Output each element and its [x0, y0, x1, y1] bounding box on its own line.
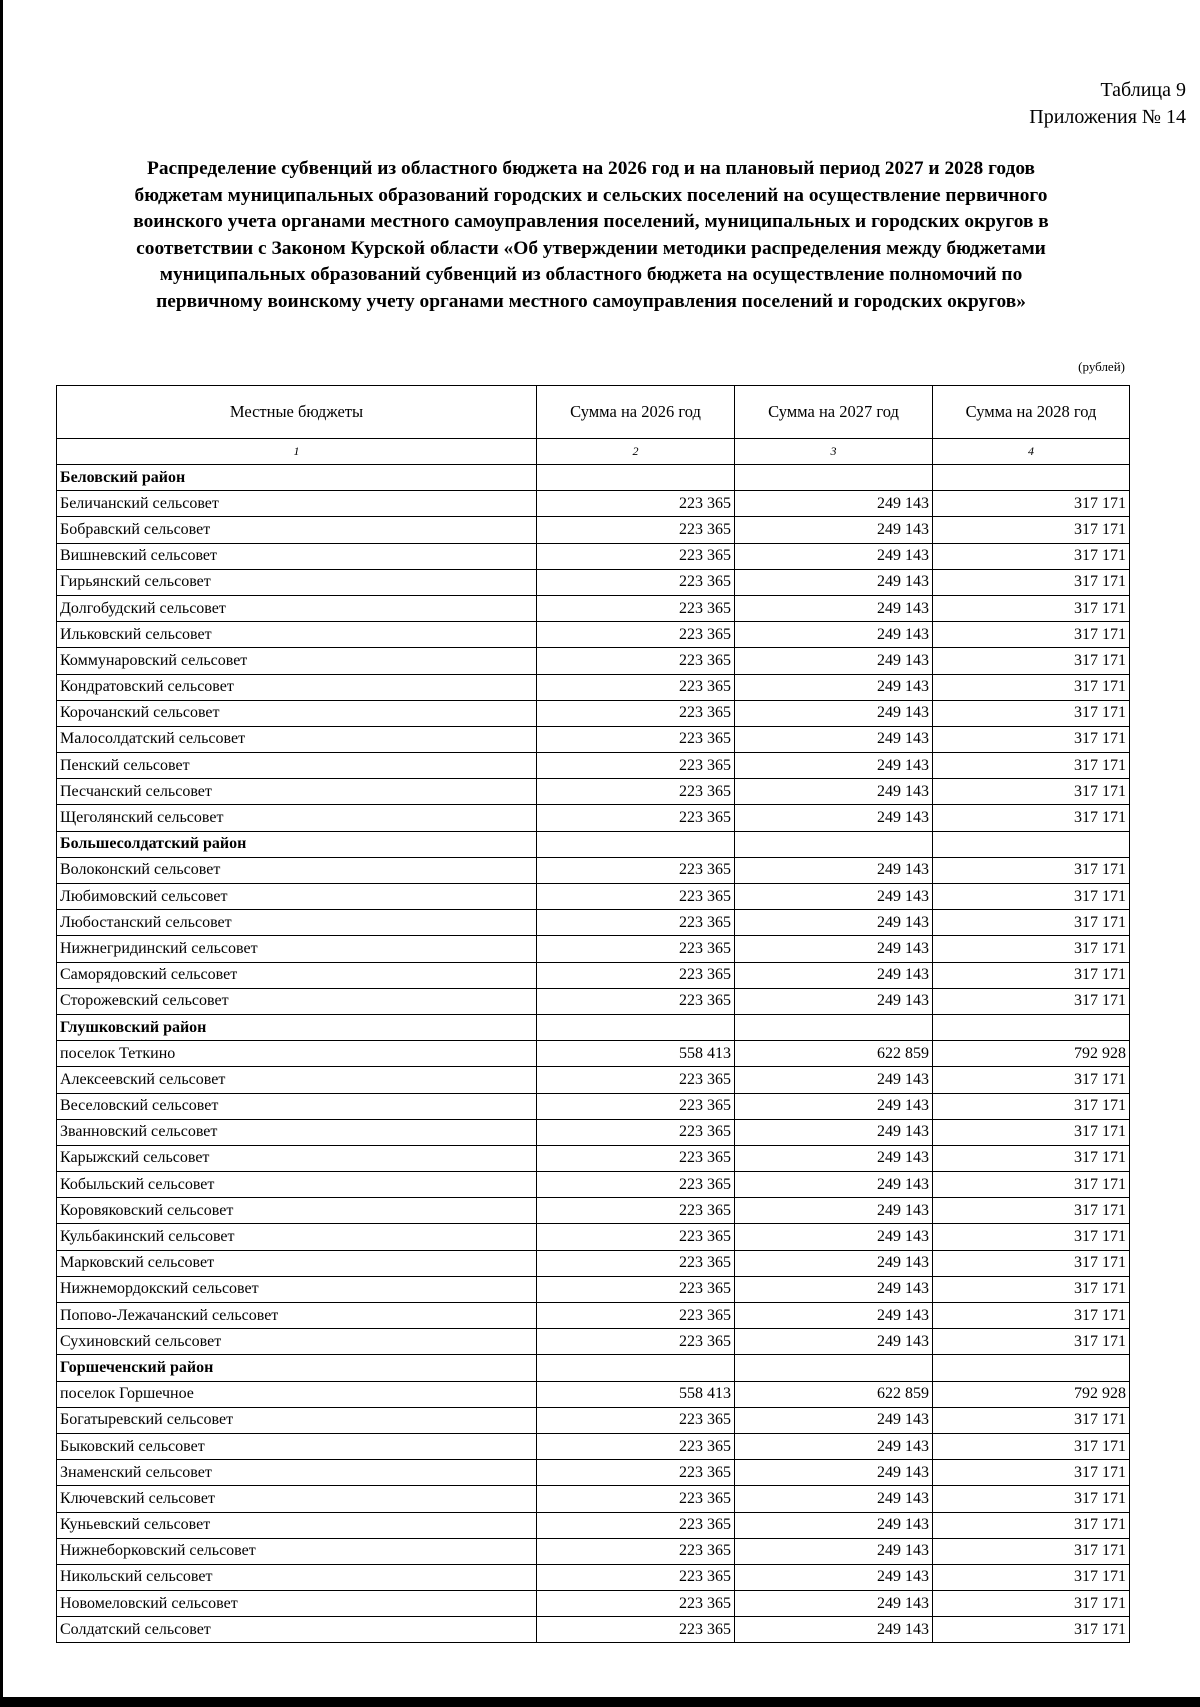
budget-name-cell: Волоконский сельсовет: [57, 857, 537, 883]
amount-2028-cell: [933, 1014, 1130, 1040]
amount-2028-cell: 317 171: [933, 517, 1130, 543]
table-row: [57, 569, 1130, 595]
amount-2028-cell: 317 171: [933, 1067, 1130, 1093]
amount-2026-cell: 223 365: [537, 884, 735, 910]
table-row: [57, 1433, 1130, 1459]
table-row: [57, 1172, 1130, 1198]
amount-2028-cell: 317 171: [933, 910, 1130, 936]
amount-2026-cell: [537, 465, 735, 491]
column-header-2028: Сумма на 2028 год: [933, 386, 1130, 439]
district-row: [57, 1355, 1130, 1381]
table-row: [57, 910, 1130, 936]
budget-name-cell: Знаменский сельсовет: [57, 1460, 537, 1486]
district-row: [57, 465, 1130, 491]
table-row: [57, 1617, 1130, 1643]
budget-name-cell: Нижнемордокский сельсовет: [57, 1276, 537, 1302]
budget-name-cell: Коровяковский сельсовет: [57, 1198, 537, 1224]
budget-name-cell: Долгобудский сельсовет: [57, 595, 537, 621]
table-row: [57, 1538, 1130, 1564]
column-header-2026: Сумма на 2026 год: [537, 386, 735, 439]
budget-name-cell: Быковский сельсовет: [57, 1433, 537, 1459]
table-row: [57, 674, 1130, 700]
amount-2027-cell: [735, 831, 933, 857]
amount-2027-cell: 249 143: [735, 595, 933, 621]
amount-2027-cell: 249 143: [735, 1067, 933, 1093]
amount-2027-cell: 249 143: [735, 700, 933, 726]
amount-2027-cell: 249 143: [735, 1224, 933, 1250]
amount-2027-cell: 249 143: [735, 491, 933, 517]
budget-name-cell: Гирьянский сельсовет: [57, 569, 537, 595]
table-header-row: [57, 386, 1130, 439]
amount-2028-cell: 317 171: [933, 1512, 1130, 1538]
budget-name-cell: Сторожевский сельсовет: [57, 988, 537, 1014]
table-row: [57, 779, 1130, 805]
amount-2027-cell: 249 143: [735, 962, 933, 988]
amount-2027-cell: [735, 1355, 933, 1381]
amount-2026-cell: 223 365: [537, 1224, 735, 1250]
title-line: первичному воинскому учету органами местного самоуправления поселений и городских округов»: [156, 290, 1026, 312]
budget-name-cell: Бобравский сельсовет: [57, 517, 537, 543]
amount-2027-cell: 249 143: [735, 988, 933, 1014]
amount-2027-cell: 249 143: [735, 517, 933, 543]
amount-2028-cell: 317 171: [933, 936, 1130, 962]
amount-2028-cell: 317 171: [933, 988, 1130, 1014]
table-row: [57, 1276, 1130, 1302]
amount-2027-cell: 249 143: [735, 1460, 933, 1486]
table-row: [57, 595, 1130, 621]
table-row: [57, 622, 1130, 648]
amount-2027-cell: 622 859: [735, 1381, 933, 1407]
budget-name-cell: Никольский сельсовет: [57, 1564, 537, 1590]
amount-2026-cell: 223 365: [537, 674, 735, 700]
amount-2028-cell: 317 171: [933, 1172, 1130, 1198]
budget-name-cell: Кондратовский сельсовет: [57, 674, 537, 700]
amount-2027-cell: 249 143: [735, 1329, 933, 1355]
amount-2026-cell: 223 365: [537, 962, 735, 988]
amount-2026-cell: 223 365: [537, 779, 735, 805]
amount-2028-cell: 317 171: [933, 674, 1130, 700]
amount-2027-cell: 249 143: [735, 1564, 933, 1590]
budget-name-cell: Алексеевский сельсовет: [57, 1067, 537, 1093]
amount-2026-cell: [537, 831, 735, 857]
amount-2027-cell: 249 143: [735, 1407, 933, 1433]
amount-2026-cell: 223 365: [537, 491, 735, 517]
budget-name-cell: Марковский сельсовет: [57, 1250, 537, 1276]
amount-2027-cell: 249 143: [735, 753, 933, 779]
table-row: [57, 1041, 1130, 1067]
column-number-row: [57, 439, 1130, 465]
amount-2027-cell: 249 143: [735, 1303, 933, 1329]
table-row: [57, 1512, 1130, 1538]
budget-name-cell: поселок Горшечное: [57, 1381, 537, 1407]
amount-2026-cell: 223 365: [537, 1617, 735, 1643]
table-row: [57, 648, 1130, 674]
title-line: бюджетам муниципальных образований городских и сельских поселений на осуществление первичного: [134, 184, 1048, 206]
table-row: [57, 1460, 1130, 1486]
budget-name-cell: Ключевский сельсовет: [57, 1486, 537, 1512]
budget-name-cell: Саморядовский сельсовет: [57, 962, 537, 988]
budget-name-cell: Любимовский сельсовет: [57, 884, 537, 910]
scan-left-edge: [0, 0, 3, 1707]
amount-2026-cell: 223 365: [537, 936, 735, 962]
amount-2026-cell: 223 365: [537, 1067, 735, 1093]
amount-2026-cell: 223 365: [537, 1145, 735, 1171]
table-row: [57, 753, 1130, 779]
budget-name-cell: Новомеловский сельсовет: [57, 1591, 537, 1617]
table-row: [57, 1224, 1130, 1250]
amount-2028-cell: 317 171: [933, 595, 1130, 621]
budget-name-cell: Щеголянский сельсовет: [57, 805, 537, 831]
budget-name-cell: Малосолдатский сельсовет: [57, 726, 537, 752]
table-row: [57, 805, 1130, 831]
amount-2027-cell: 249 143: [735, 1093, 933, 1119]
amount-2027-cell: 249 143: [735, 1538, 933, 1564]
budget-name-cell: Богатыревский сельсовет: [57, 1407, 537, 1433]
budget-name-cell: Званновский сельсовет: [57, 1119, 537, 1145]
budget-name-cell: Нижнегридинский сельсовет: [57, 936, 537, 962]
column-header-2027: Сумма на 2027 год: [735, 386, 933, 439]
amount-2027-cell: 249 143: [735, 805, 933, 831]
amount-2028-cell: 317 171: [933, 700, 1130, 726]
amount-2028-cell: 792 928: [933, 1381, 1130, 1407]
document-title: [58, 156, 1124, 315]
amount-2026-cell: 223 365: [537, 988, 735, 1014]
budget-name-cell: Солдатский сельсовет: [57, 1617, 537, 1643]
amount-2028-cell: 317 171: [933, 1460, 1130, 1486]
amount-2028-cell: 317 171: [933, 1303, 1130, 1329]
amount-2026-cell: 223 365: [537, 622, 735, 648]
amount-2028-cell: 317 171: [933, 1276, 1130, 1302]
budget-name-cell: Карыжский сельсовет: [57, 1145, 537, 1171]
budget-name-cell: Ильковский сельсовет: [57, 622, 537, 648]
amount-2028-cell: [933, 465, 1130, 491]
table-row: [57, 962, 1130, 988]
table-row: [57, 936, 1130, 962]
district-row: [57, 1014, 1130, 1040]
amount-2026-cell: 223 365: [537, 1303, 735, 1329]
amount-2028-cell: 317 171: [933, 1617, 1130, 1643]
amount-2028-cell: 317 171: [933, 1093, 1130, 1119]
amount-2027-cell: 249 143: [735, 910, 933, 936]
amount-2027-cell: 249 143: [735, 1198, 933, 1224]
table-row: [57, 1198, 1130, 1224]
title-line: соответствии с Законом Курской области «Об утверждении методики распределения между бюджетами: [136, 237, 1046, 259]
table-row: [57, 1486, 1130, 1512]
amount-2028-cell: 317 171: [933, 491, 1130, 517]
table-row: [57, 1329, 1130, 1355]
amount-2026-cell: 223 365: [537, 517, 735, 543]
amount-2026-cell: [537, 1014, 735, 1040]
table-row: [57, 1303, 1130, 1329]
budget-name-cell: Большесолдатский район: [57, 831, 537, 857]
amount-2027-cell: 249 143: [735, 884, 933, 910]
amount-2026-cell: 223 365: [537, 1250, 735, 1276]
amount-2026-cell: 223 365: [537, 857, 735, 883]
amount-2027-cell: 249 143: [735, 648, 933, 674]
amount-2026-cell: 223 365: [537, 1329, 735, 1355]
amount-2028-cell: 317 171: [933, 779, 1130, 805]
amount-2027-cell: 249 143: [735, 1486, 933, 1512]
amount-2026-cell: 223 365: [537, 910, 735, 936]
amount-2027-cell: 249 143: [735, 1433, 933, 1459]
title-line: Распределение субвенций из областного бюджета на 2026 год и на плановый период 2027 и 2028 годов: [146, 158, 1036, 179]
table-row: [57, 1591, 1130, 1617]
amount-2028-cell: 317 171: [933, 805, 1130, 831]
amount-2028-cell: 317 171: [933, 753, 1130, 779]
amount-2027-cell: 249 143: [735, 1276, 933, 1302]
amount-2028-cell: 317 171: [933, 726, 1130, 752]
amount-2027-cell: 249 143: [735, 1119, 933, 1145]
amount-2027-cell: [735, 465, 933, 491]
amount-2027-cell: 249 143: [735, 622, 933, 648]
budget-name-cell: Беловский район: [57, 465, 537, 491]
budget-name-cell: Коммунаровский сельсовет: [57, 648, 537, 674]
amount-2026-cell: 223 365: [537, 1460, 735, 1486]
amount-2026-cell: 223 365: [537, 1486, 735, 1512]
budget-name-cell: Кульбакинский сельсовет: [57, 1224, 537, 1250]
amount-2028-cell: 317 171: [933, 1407, 1130, 1433]
table-row: [57, 857, 1130, 883]
amount-2026-cell: 223 365: [537, 543, 735, 569]
amount-2026-cell: 223 365: [537, 1512, 735, 1538]
amount-2028-cell: 317 171: [933, 1433, 1130, 1459]
amount-2027-cell: 249 143: [735, 857, 933, 883]
units-label: (рублей): [1078, 359, 1125, 374]
amount-2027-cell: 249 143: [735, 1617, 933, 1643]
amount-2027-cell: 249 143: [735, 1145, 933, 1171]
amount-2028-cell: 317 171: [933, 1564, 1130, 1590]
table-row: [57, 1093, 1130, 1119]
budget-name-cell: Куньевский сельсовет: [57, 1512, 537, 1538]
budget-name-cell: Глушковский район: [57, 1014, 537, 1040]
budget-name-cell: Нижнеборковский сельсовет: [57, 1538, 537, 1564]
district-row: [57, 831, 1130, 857]
table-row: [57, 1250, 1130, 1276]
table-row: [57, 1564, 1130, 1590]
column-number: 2: [537, 439, 735, 465]
amount-2027-cell: [735, 1014, 933, 1040]
amount-2028-cell: 317 171: [933, 1591, 1130, 1617]
amount-2028-cell: 317 171: [933, 1145, 1130, 1171]
budget-name-cell: Вишневский сельсовет: [57, 543, 537, 569]
amount-2027-cell: 249 143: [735, 569, 933, 595]
amount-2027-cell: 249 143: [735, 1591, 933, 1617]
amount-2028-cell: 792 928: [933, 1041, 1130, 1067]
amount-2026-cell: 223 365: [537, 1538, 735, 1564]
amount-2028-cell: 317 171: [933, 1224, 1130, 1250]
budget-name-cell: Сухиновский сельсовет: [57, 1329, 537, 1355]
budget-name-cell: Веселовский сельсовет: [57, 1093, 537, 1119]
amount-2028-cell: 317 171: [933, 1119, 1130, 1145]
table-row: [57, 491, 1130, 517]
table-row: [57, 1381, 1130, 1407]
amount-2028-cell: 317 171: [933, 1250, 1130, 1276]
budget-name-cell: Пенский сельсовет: [57, 753, 537, 779]
amount-2027-cell: 622 859: [735, 1041, 933, 1067]
column-header-budgets: Местные бюджеты: [57, 386, 537, 439]
budget-name-cell: Корочанский сельсовет: [57, 700, 537, 726]
amount-2026-cell: 223 365: [537, 1276, 735, 1302]
budget-name-cell: Горшеченский район: [57, 1355, 537, 1381]
amount-2026-cell: 223 365: [537, 700, 735, 726]
budget-name-cell: Попово-Лежачанский сельсовет: [57, 1303, 537, 1329]
amount-2026-cell: 223 365: [537, 1119, 735, 1145]
amount-2027-cell: 249 143: [735, 1512, 933, 1538]
table-row: [57, 700, 1130, 726]
amount-2028-cell: 317 171: [933, 1198, 1130, 1224]
table-row: [57, 884, 1130, 910]
table-row: [57, 543, 1130, 569]
amount-2027-cell: 249 143: [735, 726, 933, 752]
table-row: [57, 1119, 1130, 1145]
appendix-label: Приложения № 14: [1029, 106, 1186, 128]
amount-2026-cell: 223 365: [537, 1093, 735, 1119]
amount-2027-cell: 249 143: [735, 936, 933, 962]
table-row: [57, 1407, 1130, 1433]
budget-name-cell: Любостанский сельсовет: [57, 910, 537, 936]
amount-2028-cell: 317 171: [933, 1486, 1130, 1512]
amount-2027-cell: 249 143: [735, 1172, 933, 1198]
amount-2027-cell: 249 143: [735, 543, 933, 569]
amount-2026-cell: 223 365: [537, 753, 735, 779]
table-label: Таблица 9: [1100, 79, 1186, 101]
amount-2026-cell: 223 365: [537, 805, 735, 831]
column-number: 1: [57, 439, 537, 465]
amount-2026-cell: 223 365: [537, 726, 735, 752]
budget-name-cell: поселок Теткино: [57, 1041, 537, 1067]
amount-2028-cell: 317 171: [933, 569, 1130, 595]
amount-2026-cell: 223 365: [537, 569, 735, 595]
amount-2026-cell: 223 365: [537, 648, 735, 674]
title-line: воинского учета органами местного самоуправления поселений, муниципальных и городских округов в: [133, 211, 1049, 232]
budget-name-cell: Песчанский сельсовет: [57, 779, 537, 805]
amount-2027-cell: 249 143: [735, 1250, 933, 1276]
amount-2028-cell: 317 171: [933, 857, 1130, 883]
amount-2026-cell: 223 365: [537, 1564, 735, 1590]
amount-2028-cell: 317 171: [933, 543, 1130, 569]
column-number: 4: [933, 439, 1130, 465]
table-row: [57, 726, 1130, 752]
column-number: 3: [735, 439, 933, 465]
table-row: [57, 517, 1130, 543]
amount-2027-cell: 249 143: [735, 674, 933, 700]
amount-2028-cell: [933, 831, 1130, 857]
table-row: [57, 988, 1130, 1014]
amount-2028-cell: 317 171: [933, 884, 1130, 910]
amount-2026-cell: 223 365: [537, 595, 735, 621]
amount-2026-cell: 223 365: [537, 1172, 735, 1198]
amount-2026-cell: 223 365: [537, 1433, 735, 1459]
scan-bottom-edge: [0, 1697, 1200, 1707]
amount-2028-cell: 317 171: [933, 962, 1130, 988]
amount-2026-cell: 223 365: [537, 1198, 735, 1224]
amount-2028-cell: 317 171: [933, 648, 1130, 674]
title-line: муниципальных образований субвенций из областного бюджета на осуществление полномочий по: [159, 264, 1023, 285]
table-row: [57, 1145, 1130, 1171]
amount-2026-cell: 223 365: [537, 1407, 735, 1433]
budget-name-cell: Беличанский сельсовет: [57, 491, 537, 517]
amount-2028-cell: 317 171: [933, 1538, 1130, 1564]
budget-table-body: [57, 386, 1130, 1643]
budget-name-cell: Кобыльский сельсовет: [57, 1172, 537, 1198]
amount-2026-cell: [537, 1355, 735, 1381]
amount-2027-cell: 249 143: [735, 779, 933, 805]
amount-2026-cell: 558 413: [537, 1381, 735, 1407]
amount-2026-cell: 223 365: [537, 1591, 735, 1617]
amount-2028-cell: 317 171: [933, 622, 1130, 648]
amount-2028-cell: 317 171: [933, 1329, 1130, 1355]
amount-2028-cell: [933, 1355, 1130, 1381]
budget-table: [56, 385, 1130, 1643]
amount-2026-cell: 558 413: [537, 1041, 735, 1067]
table-row: [57, 1067, 1130, 1093]
